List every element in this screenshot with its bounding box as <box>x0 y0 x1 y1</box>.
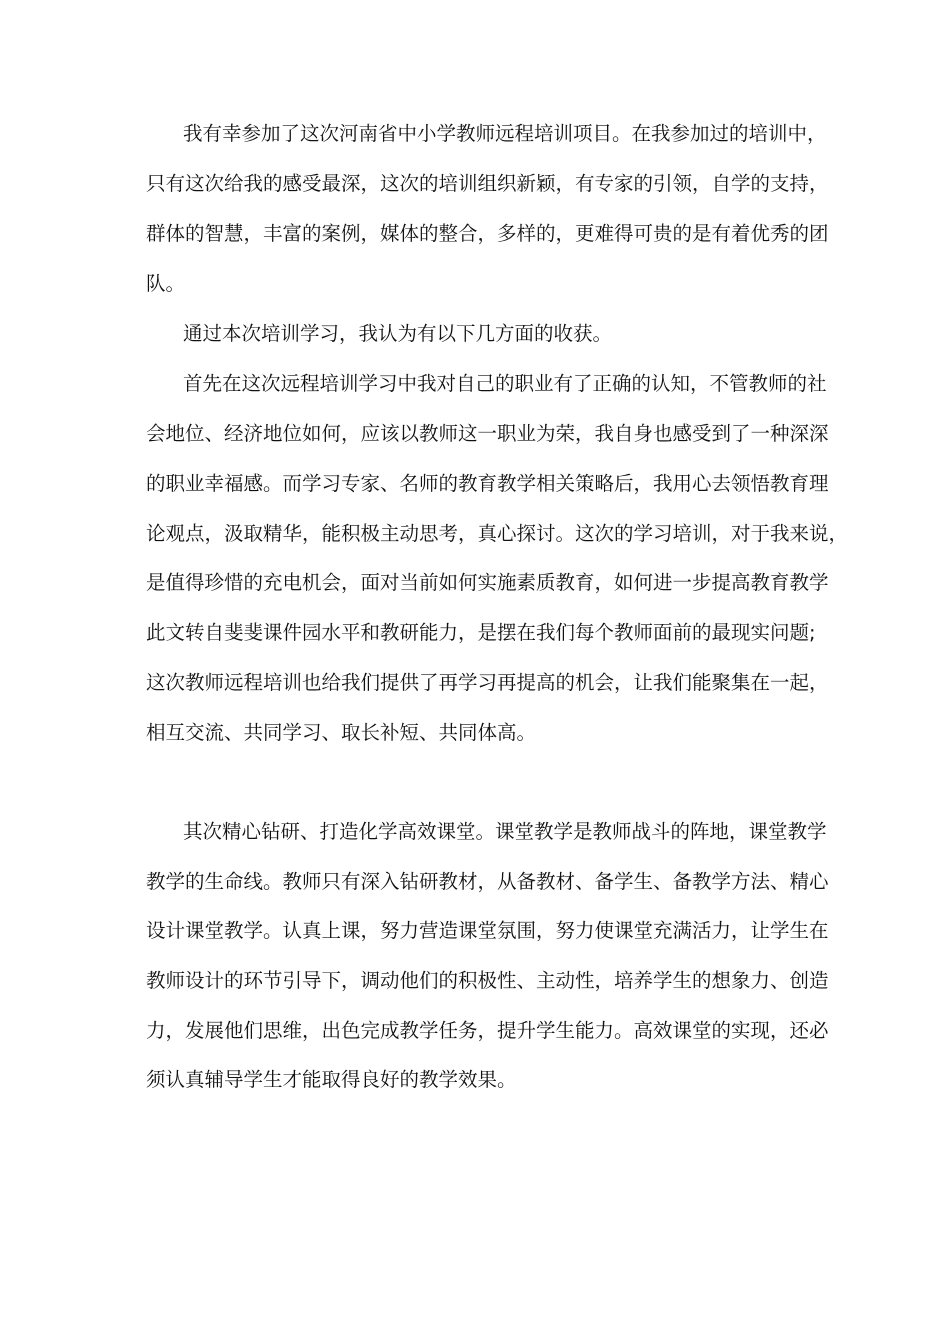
paragraph-4-line-6: 须认真辅导学生才能取得良好的教学效果。 <box>146 1068 517 1091</box>
paragraph-4-line-5: 力，发展他们思维，出色完成教学任务，提升学生能力。高效课堂的实现，还必 <box>146 1019 829 1042</box>
paragraph-4-line-2: 教学的生命线。教师只有深入钻研教材，从备教材、备学生、备教学方法、精心 <box>146 870 829 893</box>
paragraph-2-line-1: 通过本次培训学习，我认为有以下几方面的收获。 <box>183 322 613 345</box>
paragraph-3-line-7: 这次教师远程培训也给我们提供了再学习再提高的机会，让我们能聚集在一起， <box>146 671 829 694</box>
paragraph-1-line-1: 我有幸参加了这次河南省中小学教师远程培训项目。在我参加过的培训中， <box>183 122 827 145</box>
paragraph-3-line-8: 相互交流、共同学习、取长补短、共同体高。 <box>146 721 537 744</box>
paragraph-3-line-5: 是值得珍惜的充电机会，面对当前如何实施素质教育，如何进一步提高教育教学 <box>146 571 829 594</box>
paragraph-3-line-3: 的职业幸福感。而学习专家、名师的教育教学相关策略后，我用心去领悟教育理 <box>146 472 829 495</box>
paragraph-3-line-4: 论观点，汲取精华，能积极主动思考，真心探讨。这次的学习培训，对于我来说， <box>146 522 849 545</box>
paragraph-1-line-2: 只有这次给我的感受最深，这次的培训组织新颖，有专家的引领，自学的支持， <box>146 172 829 195</box>
paragraph-4-line-4: 教师设计的环节引导下，调动他们的积极性、主动性，培养学生的想象力、创造 <box>146 969 829 992</box>
paragraph-1-line-3: 群体的智慧，丰富的案例，媒体的整合，多样的，更难得可贵的是有着优秀的团 <box>146 222 829 245</box>
paragraph-4-line-1: 其次精心钻研、打造化学高效课堂。课堂教学是教师战斗的阵地，课堂教学 <box>183 820 827 843</box>
paragraph-3-line-2: 会地位、经济地位如何，应该以教师这一职业为荣，我自身也感受到了一种深深 <box>146 422 829 445</box>
paragraph-1-line-4: 队。 <box>146 272 186 295</box>
paragraph-3-line-6: 此文转自斐斐课件园水平和教研能力，是摆在我们每个教师面前的最现实问题; <box>146 621 816 644</box>
paragraph-3-line-1: 首先在这次远程培训学习中我对自己的职业有了正确的认知，不管教师的社 <box>183 372 827 395</box>
paragraph-4-line-3: 设计课堂教学。认真上课，努力营造课堂氛围，努力使课堂充满活力，让学生在 <box>146 919 829 942</box>
